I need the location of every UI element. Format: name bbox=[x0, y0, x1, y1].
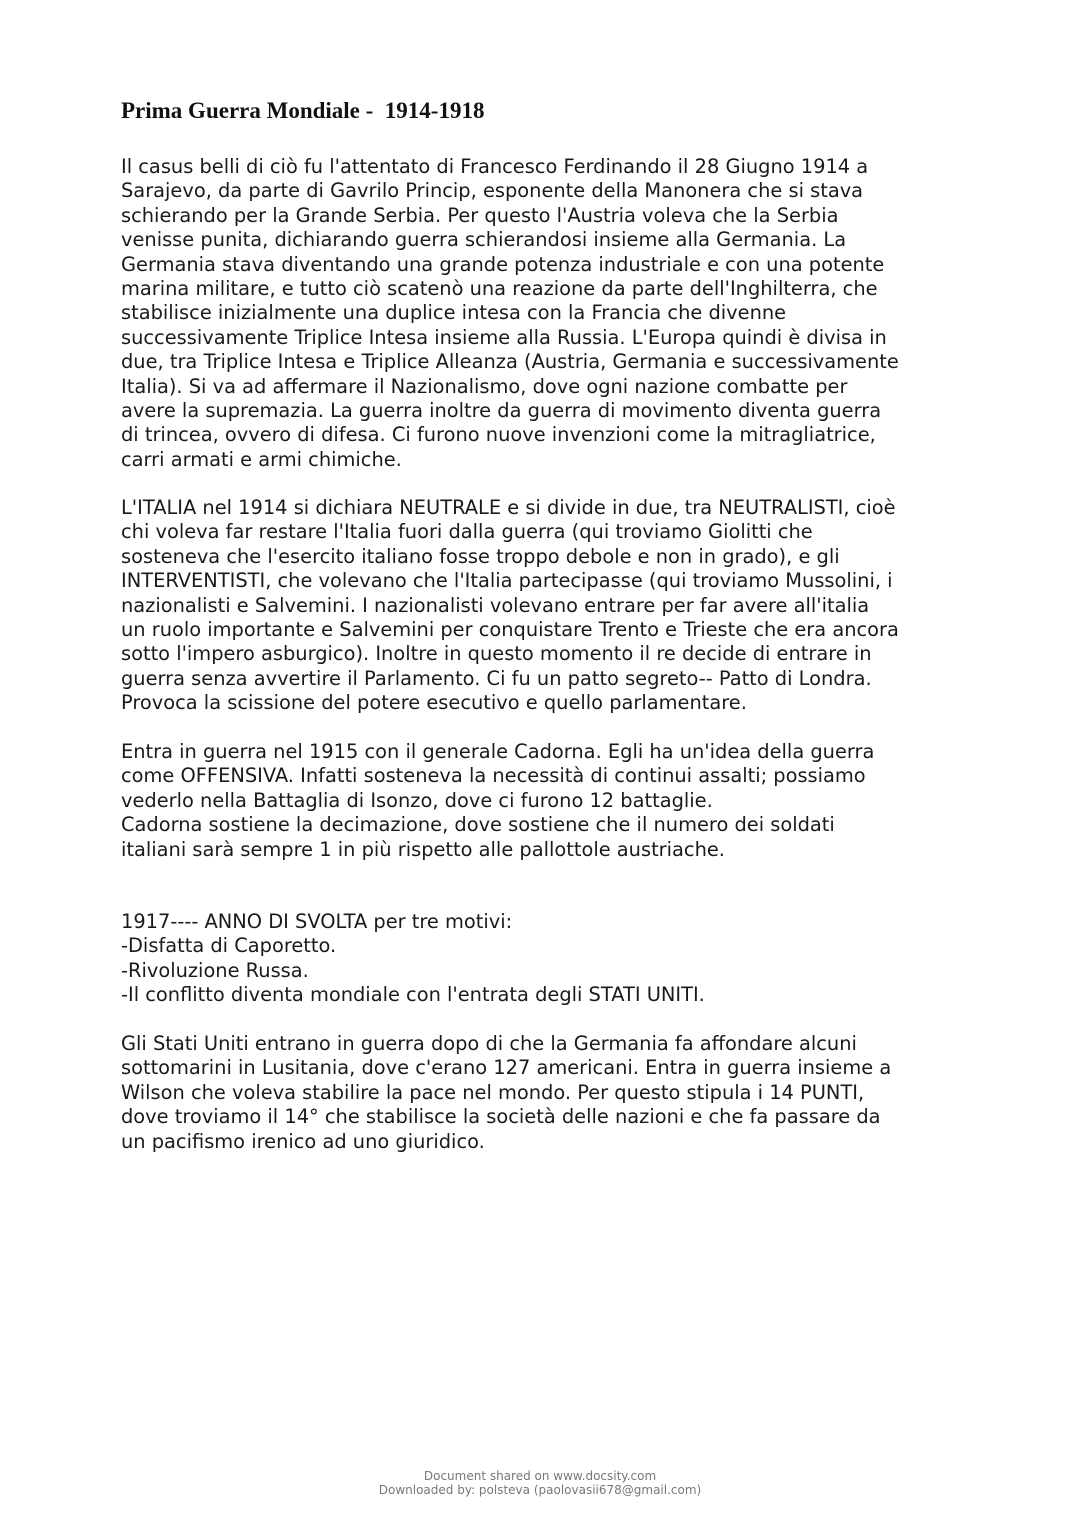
paragraph-cadorna bbox=[121, 740, 874, 862]
text-line: venisse punita, dichiarando guerra schierandosi insieme alla Germania. La bbox=[121, 228, 847, 252]
text-line: nazionalisti e Salvemini. I nazionalisti volevano entrare per far avere all'italia bbox=[121, 593, 870, 617]
text-line: schierando per la Grande Serbia. Per questo l'Austria voleva che la Serbia bbox=[121, 203, 839, 227]
text-line: Provoca la scissione del potere esecutivo e quello parlamentare. bbox=[121, 691, 747, 715]
footer-shared-text: Document shared on www.docsity.com bbox=[423, 1469, 657, 1483]
text-line: 1917---- ANNO DI SVOLTA per tre motivi: bbox=[121, 910, 513, 933]
paragraph-italia-neutrale bbox=[121, 496, 899, 716]
document-title: Prima Guerra Mondiale - 1914-1918 bbox=[121, 98, 485, 123]
text-line: un pacifismo irenico ad uno giuridico. bbox=[121, 1129, 485, 1153]
paragraph-1917-svolta bbox=[121, 910, 705, 1008]
text-line: guerra senza avvertire il Parlamento. Ci fu un patto segreto-- Patto di Londra. bbox=[121, 666, 872, 690]
text-line: sotto l'impero asburgico). Inoltre in questo momento il re decide di entrare in bbox=[121, 642, 872, 666]
text-line: Sarajevo, da parte di Gavrilo Princip, esponente della Manonera che si stava bbox=[121, 179, 864, 203]
text-line: Entra in guerra nel 1915 con il generale Cadorna. Egli ha un'idea della guerra bbox=[121, 740, 875, 763]
text-line: successivamente Triplice Intesa insieme alla Russia. L'Europa quindi è divisa in bbox=[121, 325, 887, 349]
text-line: avere la supremazia. La guerra inoltre da guerra di movimento diventa guerra bbox=[121, 399, 882, 423]
text-line: due, tra Triplice Intesa e Triplice Alleanza (Austria, Germania e successivamente bbox=[121, 350, 899, 374]
text-line: italiani sarà sempre 1 in più rispetto alle pallottole austriache. bbox=[121, 837, 725, 861]
text-line: -Rivoluzione Russa. bbox=[121, 958, 309, 982]
text-line: sottomarini in Lusitania, dove c'erano 127 americani. Entra in guerra insieme a bbox=[121, 1056, 892, 1080]
text-line: vederlo nella Battaglia di Isonzo, dove ci furono 12 battaglie. bbox=[121, 788, 713, 812]
text-line: chi voleva far restare l'Italia fuori dalla guerra (qui troviamo Giolitti che bbox=[121, 520, 813, 544]
text-line: stabilisce inizialmente una duplice intesa con la Francia che divenne bbox=[121, 301, 787, 325]
paragraph-stati-uniti bbox=[121, 1032, 891, 1154]
text-line: Il casus belli di ciò fu l'attentato di Francesco Ferdinando il 28 Giugno 1914 a bbox=[121, 155, 869, 178]
text-line: un ruolo importante e Salvemini per conquistare Trento e Trieste che era ancora bbox=[121, 618, 899, 642]
text-line: come OFFENSIVA. Infatti sosteneva la necessità di continui assalti; possiamo bbox=[121, 764, 866, 788]
text-line: Germania stava diventando una grande potenza industriale e con una potente bbox=[121, 252, 885, 276]
paragraph-casus-belli bbox=[121, 155, 899, 472]
text-line: L'ITALIA nel 1914 si dichiara NEUTRALE e si divide in due, tra NEUTRALISTI, cioè bbox=[121, 496, 896, 519]
text-line: Italia). Si va ad affermare il Nazionalismo, dove ogni nazione combatte per bbox=[121, 374, 848, 398]
text-line: Wilson che voleva stabilire la pace nel mondo. Per questo stipula i 14 PUNTI, bbox=[121, 1080, 865, 1104]
text-line: carri armati e armi chimiche. bbox=[121, 447, 402, 471]
text-line: di trincea, ovvero di difesa. Ci furono nuove invenzioni come la mitragliatrice, bbox=[121, 423, 876, 447]
text-line: Gli Stati Uniti entrano in guerra dopo di che la Germania fa affondare alcuni bbox=[121, 1032, 857, 1055]
text-line: -Il conflitto diventa mondiale con l'entrata degli STATI UNITI. bbox=[121, 983, 705, 1007]
text-line: INTERVENTISTI, che volevano che l'Italia partecipasse (qui troviamo Mussolini, i bbox=[121, 569, 893, 593]
footer-downloaded-text: Downloaded by: polsteva (paolovasii678@gmail.com) bbox=[378, 1483, 702, 1497]
text-line: sosteneva che l'esercito italiano fosse troppo debole e non in grado), e gli bbox=[121, 544, 840, 568]
text-line: dove troviamo il 14° che stabilisce la società delle nazioni e che fa passare da bbox=[121, 1105, 881, 1129]
text-line: marina militare, e tutto ciò scatenò una reazione da parte dell'Inghilterra, che bbox=[121, 277, 878, 301]
text-line: Cadorna sostiene la decimazione, dove sostiene che il numero dei soldati bbox=[121, 813, 835, 837]
text-line: -Disfatta di Caporetto. bbox=[121, 934, 337, 958]
